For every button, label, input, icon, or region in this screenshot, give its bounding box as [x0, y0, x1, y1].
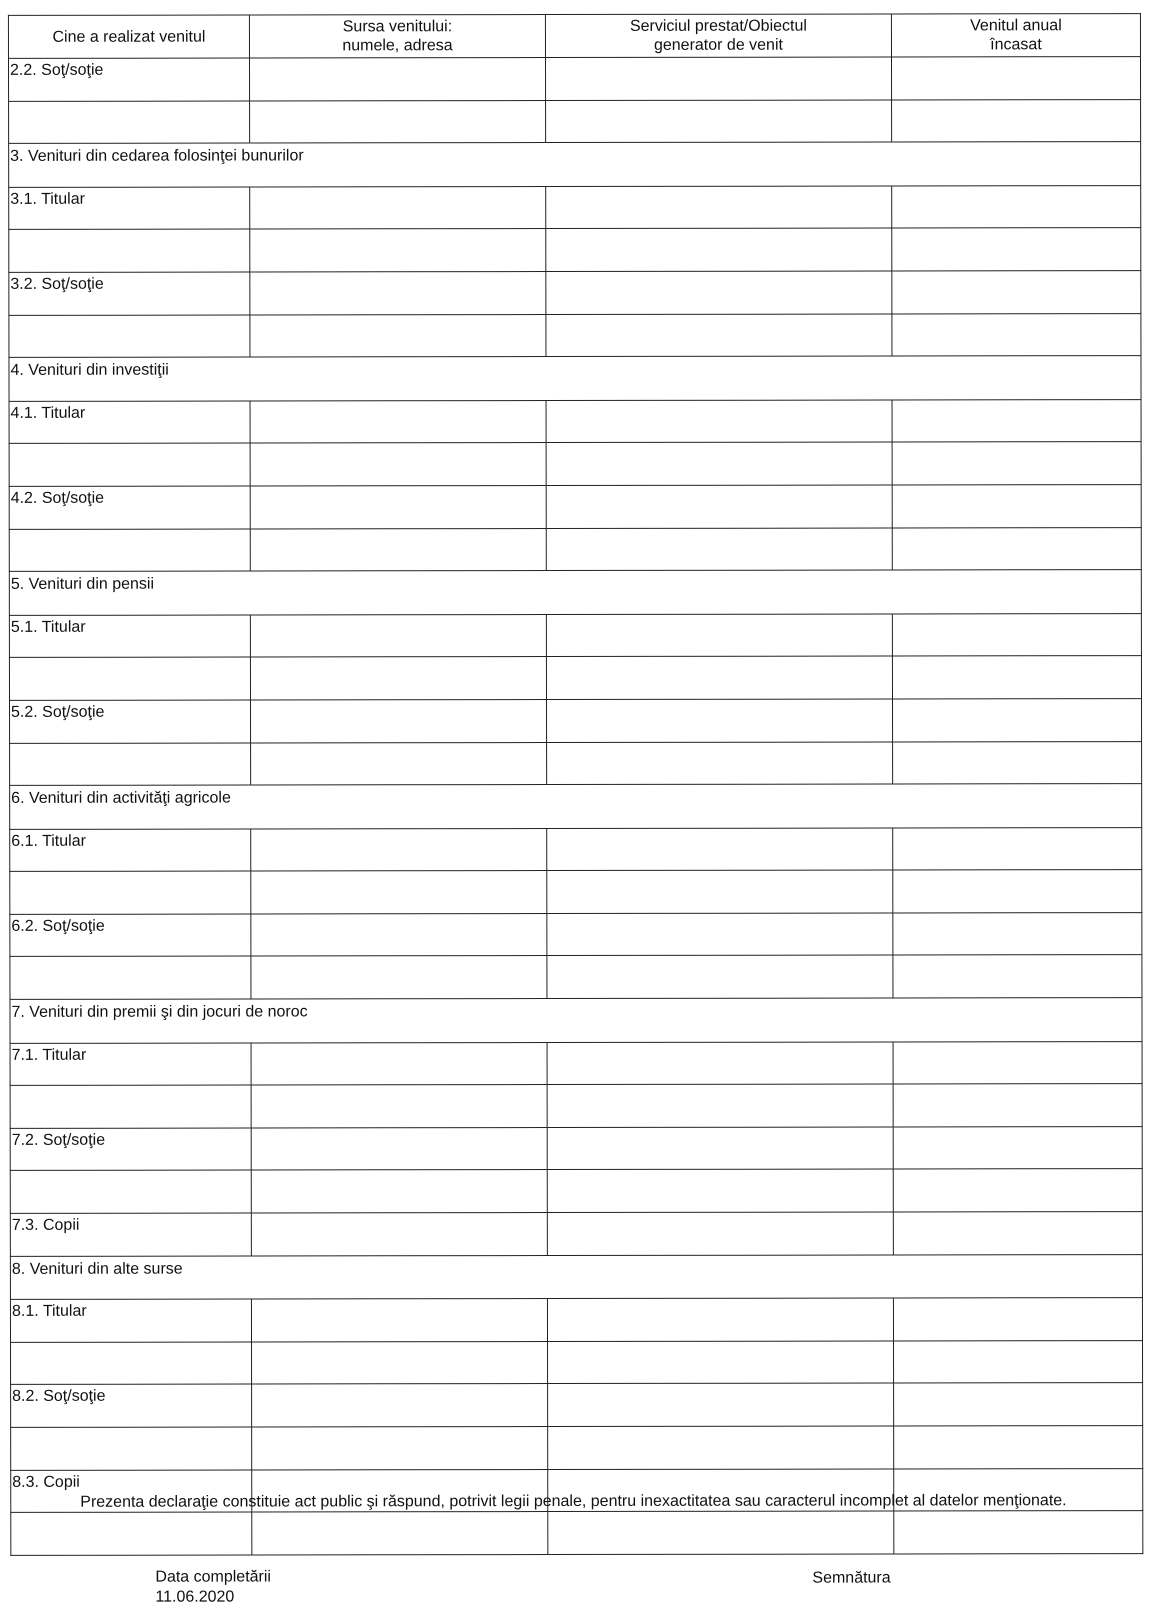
source-cell	[251, 699, 547, 742]
income-cell	[891, 57, 1140, 100]
service-cell	[546, 186, 892, 229]
service-cell	[546, 271, 892, 314]
row-label	[9, 443, 250, 486]
row-label	[9, 529, 250, 572]
income-cell	[892, 185, 1141, 228]
service-cell	[547, 870, 893, 913]
row-label: 5.2. Soţ/soţie	[10, 700, 251, 743]
section-title: 7. Venituri din premii şi din jocuri de noroc	[10, 998, 1142, 1043]
row-label	[11, 1512, 252, 1555]
table-row	[10, 870, 1142, 914]
income-cell	[893, 1169, 1142, 1212]
table-row	[9, 228, 1141, 272]
table-row	[9, 271, 1141, 315]
table-row	[8, 57, 1140, 101]
service-cell	[546, 314, 892, 357]
income-cell	[892, 613, 1141, 656]
header-service	[545, 14, 891, 58]
row-label: 8.1. Titular	[10, 1299, 251, 1342]
table-row	[9, 399, 1141, 443]
source-cell	[250, 186, 546, 229]
row-label	[10, 956, 251, 999]
row-label: 4.1. Titular	[9, 401, 250, 444]
service-cell	[548, 1511, 894, 1554]
service-cell	[548, 1383, 894, 1426]
table-row	[9, 185, 1141, 229]
income-cell	[894, 1426, 1143, 1469]
service-cell	[547, 913, 893, 956]
table-row	[9, 442, 1141, 486]
table-row	[10, 741, 1142, 785]
service-cell	[546, 485, 892, 528]
table-row	[10, 699, 1142, 743]
row-label	[11, 1342, 252, 1385]
service-cell	[548, 1341, 894, 1384]
source-cell	[252, 1427, 548, 1470]
source-cell	[250, 229, 546, 272]
source-cell	[251, 1299, 547, 1342]
completion-date-block	[155, 1567, 271, 1607]
income-cell	[894, 1383, 1143, 1426]
source-cell	[251, 828, 547, 871]
table-row	[10, 955, 1142, 999]
source-cell	[250, 485, 546, 528]
row-label: 5.1. Titular	[9, 615, 250, 658]
row-label: 7.3. Copii	[10, 1213, 251, 1256]
row-label	[10, 871, 251, 914]
income-cell	[893, 1298, 1142, 1341]
source-cell	[251, 1170, 547, 1213]
section-title: 8. Venituri din alte surse	[10, 1254, 1142, 1299]
source-cell	[250, 528, 546, 571]
service-cell	[547, 955, 893, 998]
income-table-body	[8, 57, 1142, 1556]
service-cell	[547, 699, 893, 742]
header-line: Sursa venitului:	[342, 18, 453, 36]
income-cell	[892, 485, 1141, 528]
row-label: 7.2. Soţ/soţie	[10, 1128, 251, 1171]
table-row	[10, 1126, 1142, 1170]
service-cell	[547, 1084, 893, 1127]
completion-date-label: Data completării	[155, 1568, 272, 1586]
row-label	[10, 1085, 251, 1128]
service-cell	[547, 1169, 893, 1212]
header-who	[8, 15, 249, 58]
service-cell	[546, 528, 892, 571]
service-cell	[546, 228, 892, 271]
service-cell	[546, 442, 892, 485]
section-row	[9, 142, 1141, 187]
row-label: 6.2. Soţ/soţie	[10, 914, 251, 957]
source-cell	[251, 913, 547, 956]
table-row	[11, 1340, 1143, 1384]
source-cell	[249, 58, 545, 101]
table-row	[9, 527, 1141, 571]
income-table	[8, 13, 1143, 1556]
table-row	[10, 1212, 1142, 1256]
source-cell	[251, 1213, 547, 1256]
source-cell	[252, 1341, 548, 1384]
section-row	[9, 356, 1141, 401]
table-row	[9, 613, 1141, 657]
row-label: 3.1. Titular	[9, 187, 250, 230]
row-label: 8.3. Copii	[11, 1470, 252, 1513]
source-cell	[251, 871, 547, 914]
income-cell	[894, 1511, 1143, 1554]
table-row	[10, 1298, 1142, 1342]
row-label: 4.2. Soţ/soţie	[9, 486, 250, 529]
section-title: 3. Venituri din cedarea folosinţei bunurilor	[9, 142, 1141, 187]
header-line: Cine a realizat venitul	[52, 28, 206, 46]
header-line: Serviciul prestat/Obiectul	[629, 17, 807, 35]
source-cell	[251, 1127, 547, 1170]
income-cell	[893, 1084, 1142, 1127]
source-cell	[250, 657, 546, 700]
table-row	[10, 1169, 1142, 1213]
service-cell	[547, 1042, 893, 1085]
row-label	[9, 315, 250, 358]
source-cell	[251, 742, 547, 785]
income-cell	[892, 228, 1141, 271]
income-cell	[893, 1041, 1142, 1084]
row-label	[9, 101, 250, 144]
row-label	[11, 1427, 252, 1470]
income-cell	[893, 699, 1142, 742]
row-label: 3.2. Soţ/soţie	[9, 272, 250, 315]
source-cell	[250, 443, 546, 486]
income-cell	[892, 399, 1141, 442]
section-title: 4. Venituri din investiţii	[9, 356, 1141, 401]
section-row	[10, 1254, 1142, 1299]
service-cell	[546, 400, 892, 443]
table-row	[11, 1426, 1143, 1470]
table-row	[11, 1383, 1143, 1427]
income-cell	[894, 1340, 1143, 1383]
table-row	[9, 313, 1141, 357]
header-line: numele, adresa	[342, 37, 453, 55]
table-row	[10, 1041, 1142, 1085]
service-cell	[546, 614, 892, 657]
header-source	[249, 15, 545, 58]
section-title: 6. Venituri din activităţi agricole	[10, 784, 1142, 829]
income-cell	[893, 1212, 1142, 1255]
income-cell	[892, 99, 1141, 142]
source-cell	[250, 314, 546, 357]
row-label	[9, 229, 250, 272]
row-label	[10, 1170, 251, 1213]
row-label: 8.2. Soţ/soţie	[11, 1384, 252, 1427]
declaration-statement: Prezenta declaraţie constituie act public şi răspund, potrivit legii penale, pentru inexactitatea sau caracterul incomplet al datelor menţionate.	[80, 1492, 1067, 1511]
signature-label: Semnătura	[812, 1569, 891, 1587]
source-cell	[250, 614, 546, 657]
section-row	[9, 570, 1141, 615]
section-row	[10, 998, 1142, 1043]
row-label: 7.1. Titular	[10, 1043, 251, 1086]
table-row	[9, 99, 1141, 143]
table-row	[11, 1511, 1143, 1555]
service-cell	[547, 828, 893, 871]
income-cell	[892, 271, 1141, 314]
section-title: 5. Venituri din pensii	[9, 570, 1141, 615]
income-cell	[893, 912, 1142, 955]
income-cell	[893, 741, 1142, 784]
service-cell	[547, 1127, 893, 1170]
service-cell	[547, 742, 893, 785]
source-cell	[250, 100, 546, 143]
source-cell	[252, 1384, 548, 1427]
service-cell	[546, 100, 892, 143]
header-line: generator de venit	[653, 36, 783, 54]
income-cell	[893, 955, 1142, 998]
source-cell	[250, 400, 546, 443]
income-cell	[892, 442, 1141, 485]
income-cell	[893, 870, 1142, 913]
service-cell	[548, 1426, 894, 1469]
completion-date-value: 11.06.2020	[155, 1588, 235, 1606]
table-row	[10, 912, 1142, 956]
header-row	[8, 14, 1140, 59]
service-cell	[546, 656, 892, 699]
source-cell	[250, 272, 546, 315]
income-cell	[893, 827, 1142, 870]
service-cell	[545, 57, 891, 100]
source-cell	[251, 956, 547, 999]
source-cell	[251, 1042, 547, 1085]
table-row	[9, 656, 1141, 700]
income-cell	[892, 313, 1141, 356]
income-cell	[892, 656, 1141, 699]
source-cell	[252, 1512, 548, 1555]
service-cell	[547, 1298, 893, 1341]
income-cell	[893, 1126, 1142, 1169]
header-annual-income	[891, 14, 1140, 57]
header-line: Venitul anual	[970, 17, 1062, 35]
row-label	[10, 743, 251, 786]
row-label	[9, 657, 250, 700]
service-cell	[547, 1212, 893, 1255]
table-row	[9, 485, 1141, 529]
header-line: încasat	[990, 36, 1042, 54]
table-row	[10, 1084, 1142, 1128]
source-cell	[251, 1085, 547, 1128]
section-row	[10, 784, 1142, 829]
row-label: 6.1. Titular	[10, 829, 251, 872]
table-row	[10, 827, 1142, 871]
row-label: 2.2. Soţ/soţie	[8, 58, 249, 101]
income-cell	[892, 527, 1141, 570]
